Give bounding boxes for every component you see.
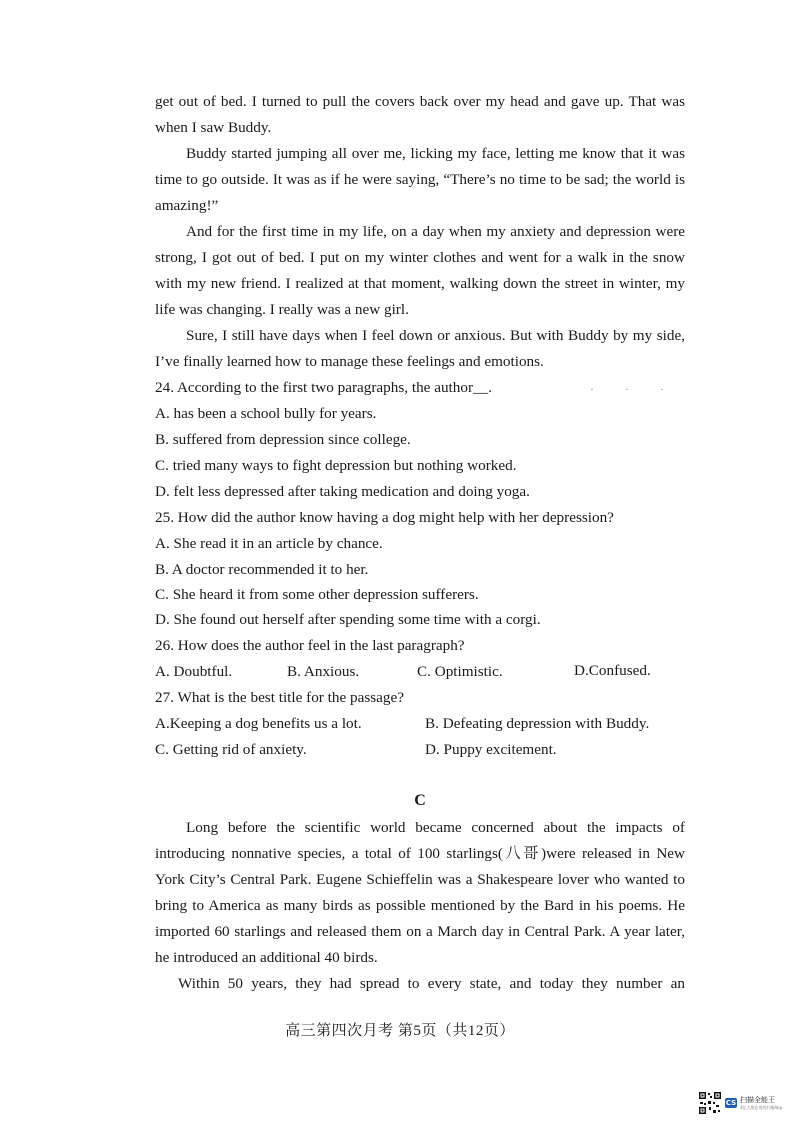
- question-26-option-d: D.Confused.: [574, 662, 651, 679]
- passage-line: amazing!”: [155, 197, 219, 214]
- question-26-option-c: C. Optimistic.: [417, 663, 503, 680]
- passage-line: strong, I got out of bed. I put on my winter clothes and went for a walk in the snow: [155, 249, 685, 266]
- question-26-stem: 26. How does the author feel in the last paragraph?: [155, 637, 465, 654]
- passage-line: with my new friend. I realized at that moment, walking down the street in winter, my: [155, 275, 685, 292]
- section-c-line: bring to America as many birds as possible mentioned by the Bard in his poems. He: [155, 897, 685, 914]
- stamp-subtitle: 3亿人都在用的扫描App: [740, 1105, 783, 1110]
- scanner-watermark: [698, 1088, 790, 1118]
- question-27-option-c: C. Getting rid of anxiety.: [155, 741, 307, 758]
- question-24-option-d: D. felt less depressed after taking medication and doing yoga.: [155, 483, 530, 500]
- passage-line: get out of bed. I turned to pull the covers back over my head and gave up. That was: [155, 93, 685, 110]
- section-c-line: York City’s Central Park. Eugene Schieffelin was a Shakespeare lover who wanted to: [155, 871, 685, 888]
- scan-dots: · · ·: [590, 382, 678, 396]
- question-26-option-a: A. Doubtful.: [155, 663, 233, 680]
- passage-line: And for the first time in my life, on a day when my anxiety and depression were: [186, 223, 685, 240]
- stamp-text: [740, 1095, 782, 1111]
- passage-line: when I saw Buddy.: [155, 119, 272, 136]
- stamp-title: 扫描全能王: [740, 1096, 775, 1104]
- section-c-line: he introduced an additional 40 birds.: [155, 949, 378, 966]
- question-25-option-a: A. She read it in an article by chance.: [155, 535, 383, 552]
- passage-line: life was changing. I really was a new girl.: [155, 301, 409, 318]
- question-25-option-d: D. She found out herself after spending some time with a corgi.: [155, 611, 541, 628]
- question-26-option-b: B. Anxious.: [287, 663, 360, 680]
- question-25-option-c: C. She heard it from some other depression sufferers.: [155, 586, 479, 603]
- question-27-option-a: A.Keeping a dog benefits us a lot.: [155, 715, 362, 732]
- section-c-line: imported 60 starlings and released them on a March day in Central Park. A year later,: [155, 923, 685, 940]
- question-24-option-b: B. suffered from depression since college.: [155, 431, 411, 448]
- question-25-stem: 25. How did the author know having a dog might help with her depression?: [155, 509, 614, 526]
- question-24-option-a: A. has been a school bully for years.: [155, 405, 377, 422]
- question-24-stem: 24. According to the first two paragraphs, the author__.: [155, 379, 492, 396]
- passage-line: Sure, I still have days when I feel down or anxious. But with Buddy by my side,: [186, 327, 685, 344]
- section-c-line: introducing nonnative species, a total of 100 starlings(八哥)were released in New: [155, 845, 685, 862]
- question-27-option-d: D. Puppy excitement.: [425, 741, 557, 758]
- section-c-line: Long before the scientific world became concerned about the impacts of: [186, 819, 685, 836]
- section-c-heading: C: [414, 792, 426, 809]
- passage-line: time to go outside. It was as if he were saying, “There’s no time to be sad; the world is: [155, 171, 685, 188]
- passage-line: I’ve finally learned how to manage these feelings and emotions.: [155, 353, 544, 370]
- cs-logo-icon: CS: [725, 1099, 737, 1107]
- question-25-option-b: B. A doctor recommended it to her.: [155, 561, 369, 578]
- passage-line: Buddy started jumping all over me, licking my face, letting me know that it was: [186, 145, 685, 162]
- section-c-line: Within 50 years, they had spread to every state, and today they number an: [178, 975, 685, 992]
- question-27-stem: 27. What is the best title for the passage?: [155, 689, 404, 706]
- question-24-option-c: C. tried many ways to fight depression but nothing worked.: [155, 457, 517, 474]
- page-footer: 高三第四次月考 第5页（共12页）: [285, 1023, 515, 1039]
- question-27-option-b: B. Defeating depression with Buddy.: [425, 715, 650, 732]
- qr-code-icon: [698, 1091, 722, 1115]
